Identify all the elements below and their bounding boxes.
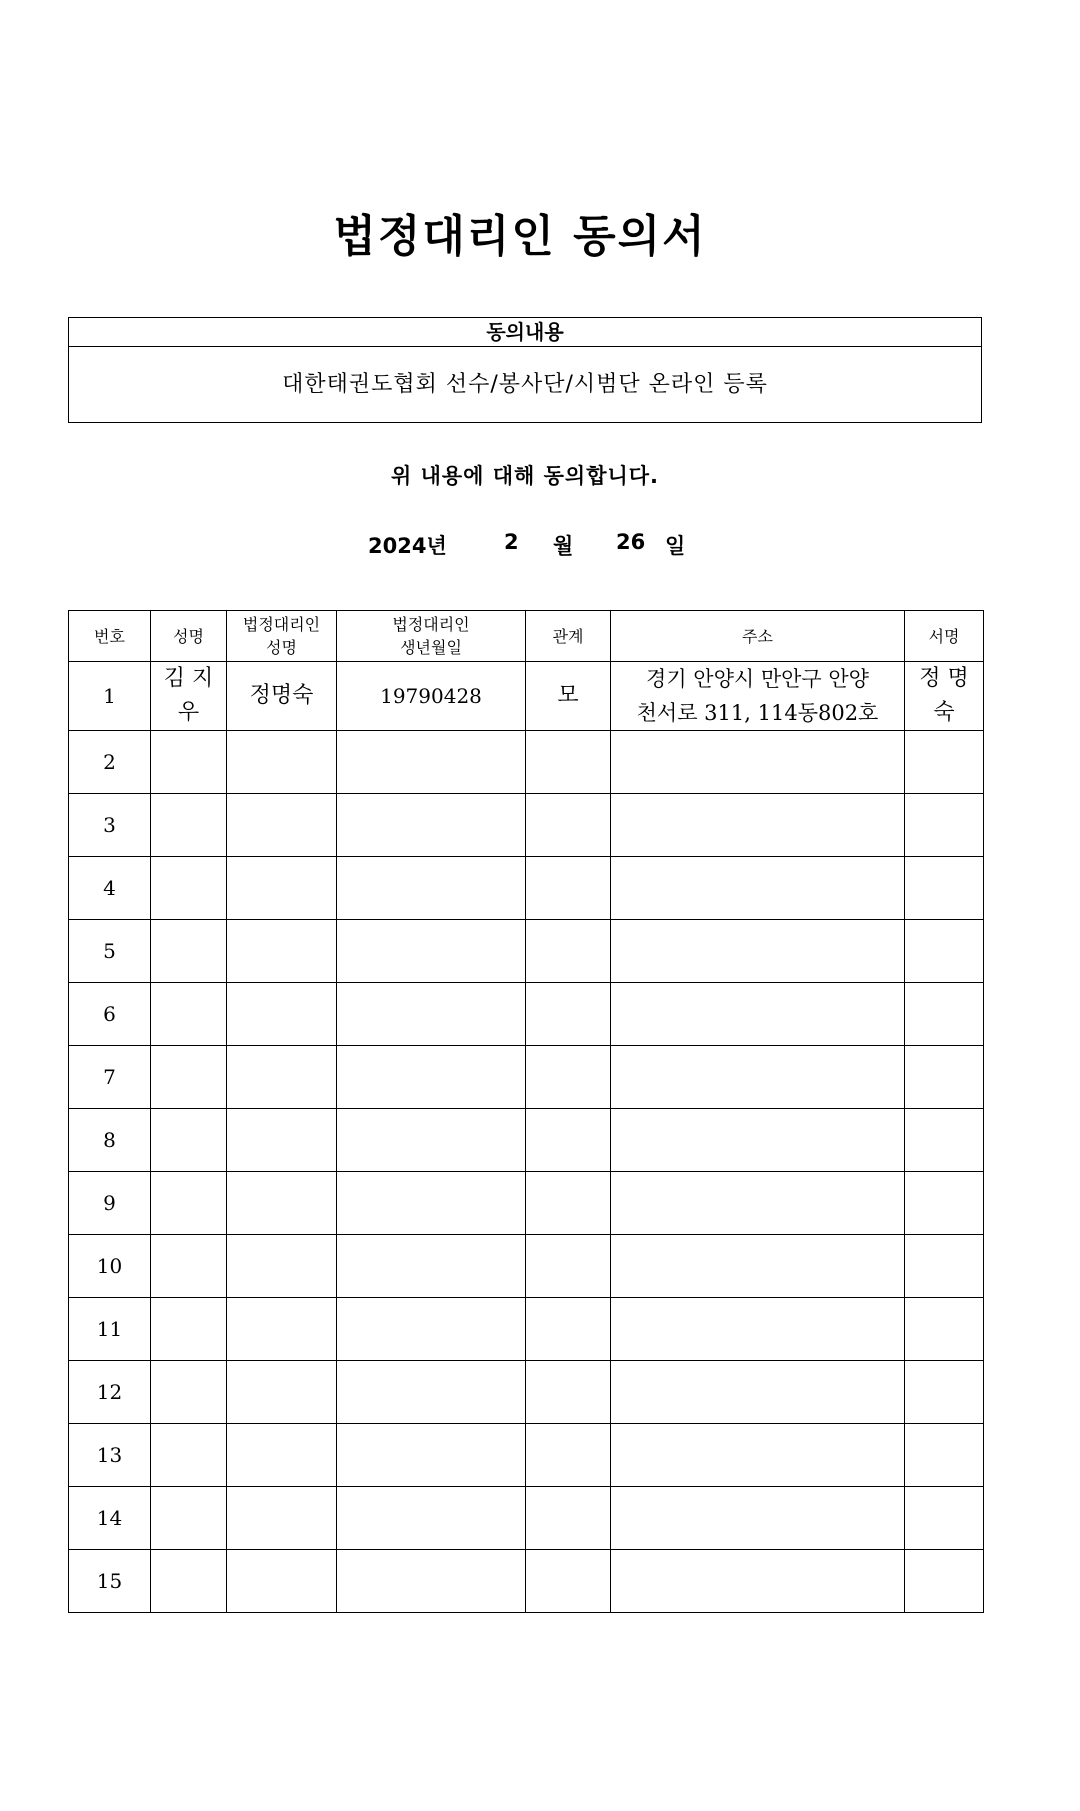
table-row bbox=[69, 1361, 984, 1424]
row-guardian-birth bbox=[337, 1172, 526, 1235]
date-year: 2024년 bbox=[368, 534, 447, 558]
row-guardian-birth bbox=[337, 983, 526, 1046]
row-number: 3 bbox=[69, 794, 151, 857]
row-relation bbox=[526, 1172, 611, 1235]
consent-header: 동의내용 bbox=[69, 318, 981, 347]
table-row bbox=[69, 1046, 984, 1109]
row-name bbox=[151, 857, 227, 920]
row-number: 11 bbox=[69, 1298, 151, 1361]
row-name bbox=[151, 794, 227, 857]
row-name bbox=[151, 1361, 227, 1424]
row-guardian-birth bbox=[337, 1046, 526, 1109]
row-address bbox=[611, 983, 905, 1046]
row-address bbox=[611, 1361, 905, 1424]
row-signature bbox=[905, 1298, 984, 1361]
row-signature bbox=[905, 1550, 984, 1613]
consent-content: 대한태권도협회 선수/봉사단/시범단 온라인 등록 bbox=[282, 372, 768, 397]
row-relation bbox=[526, 731, 611, 794]
table-row bbox=[69, 1424, 984, 1487]
row-name bbox=[151, 1109, 227, 1172]
row-number: 5 bbox=[69, 920, 151, 983]
row-guardian-name bbox=[227, 920, 337, 983]
row-signature-line1: 정 명 bbox=[919, 666, 969, 691]
row-guardian-name bbox=[227, 731, 337, 794]
row-relation bbox=[526, 1235, 611, 1298]
row-name bbox=[151, 731, 227, 794]
row-address-line2: 천서로 311, 114동802호 bbox=[636, 701, 879, 725]
row-name bbox=[151, 1172, 227, 1235]
row-guardian-birth bbox=[337, 1361, 526, 1424]
row-name bbox=[151, 1487, 227, 1550]
row-relation bbox=[526, 983, 611, 1046]
row-address bbox=[611, 1424, 905, 1487]
row-number: 8 bbox=[69, 1109, 151, 1172]
row-signature bbox=[905, 1424, 984, 1487]
row-name bbox=[151, 1046, 227, 1109]
row-name-line1: 김 지 bbox=[163, 666, 214, 691]
row-number: 14 bbox=[69, 1487, 151, 1550]
table-row bbox=[69, 1550, 984, 1613]
table-row bbox=[69, 794, 984, 857]
row-relation bbox=[526, 1361, 611, 1424]
row-guardian-birth bbox=[337, 1550, 526, 1613]
row-number: 9 bbox=[69, 1172, 151, 1235]
row-signature bbox=[905, 662, 984, 731]
table-row bbox=[69, 731, 984, 794]
table-row bbox=[69, 857, 984, 920]
row-signature bbox=[905, 857, 984, 920]
header-guardian-birth bbox=[337, 611, 526, 662]
table-row bbox=[69, 1109, 984, 1172]
row-guardian-birth bbox=[337, 731, 526, 794]
row-address bbox=[611, 1298, 905, 1361]
consent-box bbox=[68, 317, 982, 423]
row-name bbox=[151, 1550, 227, 1613]
row-address bbox=[611, 1235, 905, 1298]
registration-table bbox=[68, 610, 984, 1613]
row-relation bbox=[526, 1046, 611, 1109]
table-row bbox=[69, 1172, 984, 1235]
header-guardian-name-line1: 법정대리인 bbox=[242, 615, 321, 634]
header-guardian-birth-line1: 법정대리인 bbox=[392, 615, 470, 634]
row-guardian-name bbox=[227, 1172, 337, 1235]
row-guardian-birth bbox=[337, 1424, 526, 1487]
header-guardian-birth-line2: 생년월일 bbox=[400, 638, 462, 657]
header-name: 성명 bbox=[151, 611, 227, 662]
row-signature bbox=[905, 1046, 984, 1109]
row-address bbox=[611, 662, 905, 731]
row-name bbox=[151, 662, 227, 731]
row-relation bbox=[526, 1109, 611, 1172]
row-signature bbox=[905, 1109, 984, 1172]
row-address bbox=[611, 920, 905, 983]
row-signature bbox=[905, 1361, 984, 1424]
row-relation bbox=[526, 920, 611, 983]
header-number: 번호 bbox=[69, 611, 151, 662]
row-name bbox=[151, 1298, 227, 1361]
row-guardian-name bbox=[227, 1046, 337, 1109]
header-guardian-name bbox=[227, 611, 337, 662]
row-number: 12 bbox=[69, 1361, 151, 1424]
row-guardian-birth bbox=[337, 794, 526, 857]
header-signature: 서명 bbox=[905, 611, 984, 662]
row-guardian-name bbox=[227, 1235, 337, 1298]
row-address bbox=[611, 1550, 905, 1613]
row-signature bbox=[905, 1235, 984, 1298]
row-guardian-name bbox=[227, 1298, 337, 1361]
row-signature bbox=[905, 1172, 984, 1235]
row-guardian-birth bbox=[337, 1235, 526, 1298]
row-signature bbox=[905, 983, 984, 1046]
row-guardian-name bbox=[227, 857, 337, 920]
row-guardian-name bbox=[227, 983, 337, 1046]
row-name bbox=[151, 983, 227, 1046]
row-guardian-birth bbox=[337, 857, 526, 920]
header-relation: 관계 bbox=[526, 611, 611, 662]
row-guardian-name bbox=[227, 1361, 337, 1424]
row-relation bbox=[526, 1298, 611, 1361]
page-title: 법정대리인 동의서 bbox=[333, 211, 707, 262]
row-signature-line2: 숙 bbox=[933, 700, 955, 725]
row-guardian-name bbox=[227, 1109, 337, 1172]
row-guardian-birth bbox=[337, 920, 526, 983]
row-guardian-name bbox=[227, 1487, 337, 1550]
row-address bbox=[611, 1109, 905, 1172]
row-number: 1 bbox=[69, 662, 151, 731]
row-relation bbox=[526, 1424, 611, 1487]
row-name bbox=[151, 1424, 227, 1487]
row-signature bbox=[905, 794, 984, 857]
date-month: 2 bbox=[504, 530, 519, 554]
row-relation: 모 bbox=[526, 662, 611, 731]
row-relation bbox=[526, 857, 611, 920]
date-day-unit: 일 bbox=[665, 534, 686, 558]
table-row bbox=[69, 983, 984, 1046]
row-number: 2 bbox=[69, 731, 151, 794]
table-row bbox=[69, 920, 984, 983]
row-number: 13 bbox=[69, 1424, 151, 1487]
row-address bbox=[611, 794, 905, 857]
row-guardian-birth bbox=[337, 1298, 526, 1361]
row-guardian-birth bbox=[337, 1109, 526, 1172]
row-address bbox=[611, 731, 905, 794]
header-address: 주소 bbox=[611, 611, 905, 662]
row-signature bbox=[905, 731, 984, 794]
row-number: 4 bbox=[69, 857, 151, 920]
row-address bbox=[611, 857, 905, 920]
header-guardian-name-line2: 성명 bbox=[266, 638, 297, 657]
row-number: 7 bbox=[69, 1046, 151, 1109]
row-guardian-birth: 19790428 bbox=[337, 662, 526, 731]
row-number: 15 bbox=[69, 1550, 151, 1613]
table-header-row bbox=[69, 611, 984, 662]
row-guardian-name bbox=[227, 794, 337, 857]
row-guardian-birth bbox=[337, 1487, 526, 1550]
date-month-unit: 월 bbox=[553, 534, 574, 558]
agreement-statement: 위 내용에 대해 동의합니다. bbox=[390, 464, 660, 488]
table-row bbox=[69, 1298, 984, 1361]
row-name bbox=[151, 920, 227, 983]
row-address bbox=[611, 1172, 905, 1235]
row-guardian-name bbox=[227, 1424, 337, 1487]
date-day: 26 bbox=[616, 530, 646, 554]
row-number: 6 bbox=[69, 983, 151, 1046]
row-relation bbox=[526, 1487, 611, 1550]
row-relation bbox=[526, 1550, 611, 1613]
row-guardian-name bbox=[227, 1550, 337, 1613]
row-name bbox=[151, 1235, 227, 1298]
table-row bbox=[69, 662, 984, 731]
row-number: 10 bbox=[69, 1235, 151, 1298]
row-relation bbox=[526, 794, 611, 857]
row-name-line2: 우 bbox=[177, 700, 200, 725]
row-address-line1: 경기 안양시 만안구 안양 bbox=[646, 667, 869, 691]
row-guardian-name: 정명숙 bbox=[227, 662, 337, 731]
row-signature bbox=[905, 920, 984, 983]
row-signature bbox=[905, 1487, 984, 1550]
table-row bbox=[69, 1235, 984, 1298]
row-address bbox=[611, 1046, 905, 1109]
table-row bbox=[69, 1487, 984, 1550]
row-address bbox=[611, 1487, 905, 1550]
